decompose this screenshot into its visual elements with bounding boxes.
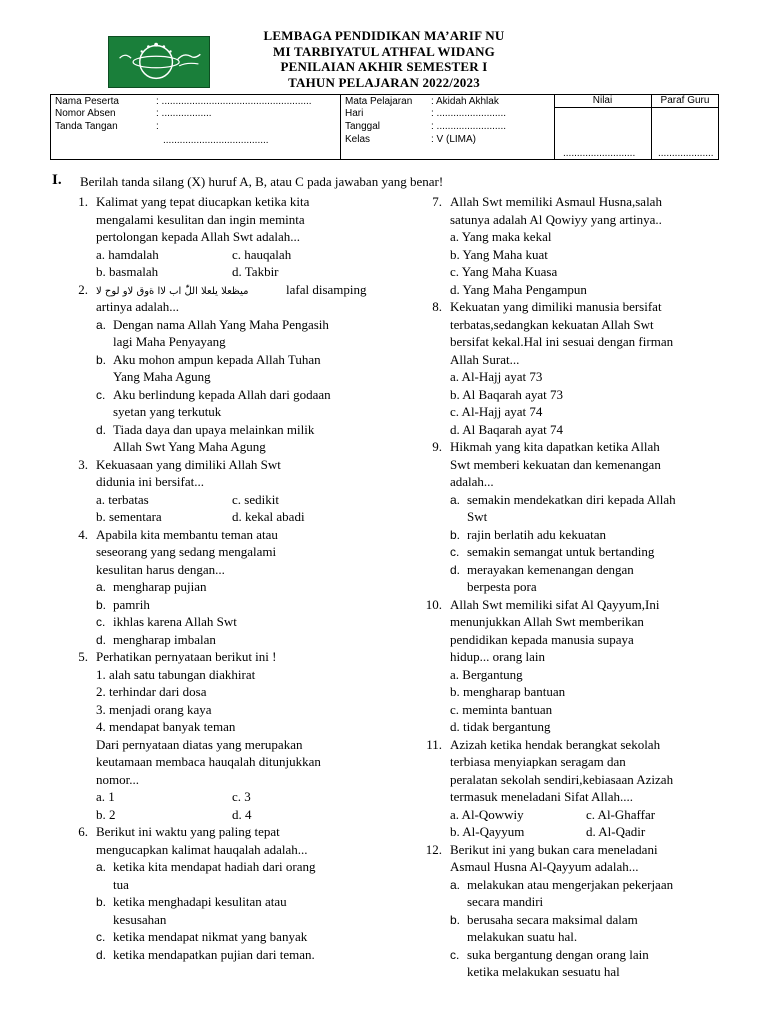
option-letter[interactable]: a.	[96, 580, 107, 594]
question-number: 7.	[432, 194, 442, 209]
label-mapel: Mata Pelajaran	[345, 96, 413, 107]
question-text: Swt memberi kekuatan dan kemenangan	[450, 456, 661, 472]
question-text: lafal disamping	[286, 281, 367, 297]
option-text: c. Al-Ghaffar	[586, 806, 656, 822]
question-text: d. Al Baqarah ayat 74	[450, 421, 563, 437]
field-tanggal[interactable]: : .........................	[431, 121, 507, 132]
question-number: 3.	[78, 456, 88, 472]
question-text: a. Yang maka kekal	[450, 229, 552, 244]
option-letter[interactable]: d.	[96, 947, 107, 962]
question-text: Apabila kita membantu teman atau	[96, 526, 278, 542]
question-text: d. tidak bergantung	[450, 719, 551, 734]
field-hari[interactable]: : .........................	[431, 108, 507, 119]
field-kelas: : V (LIMA)	[431, 134, 477, 145]
option-text: Aku mohon ampun kepada Allah Tuhan	[113, 351, 321, 367]
option-letter[interactable]: b.	[450, 527, 461, 542]
question-text: c. meminta bantuan	[450, 701, 553, 717]
label-paraf: Paraf Guru	[660, 95, 710, 106]
field-mapel: : Akidah Akhlak	[431, 96, 499, 107]
header-year: TAHUN PELAJARAN 2022/2023	[288, 74, 480, 90]
question-text: Berikut ini yang bukan cara meneladani	[450, 841, 658, 857]
student-info-table	[50, 94, 719, 160]
question-text: artinya adalah...	[96, 299, 180, 314]
ttd-line[interactable]: ......................................	[163, 135, 269, 146]
option-text: Yang Maha Agung	[113, 369, 211, 384]
option-text: berusaha secara maksimal dalam	[467, 911, 638, 927]
field-ttd: :	[156, 121, 159, 132]
label-tanggal: Tanggal	[345, 121, 381, 132]
field-nama[interactable]: : ......................................................	[156, 96, 312, 107]
question-text: Hikmah yang kita dapatkan ketika Allah	[450, 439, 660, 454]
question-text: mengucapkan kalimat hauqalah adalah...	[96, 841, 308, 857]
question-text: Kalimat yang tepat diucapkan ketika kita	[96, 194, 310, 209]
option-text: ketika mendapatkan pujian dari teman.	[113, 946, 315, 962]
question-text: c. Yang Maha Kuasa	[450, 264, 558, 279]
option-text: d. kekal abadi	[232, 509, 305, 524]
option-text: mengharap imbalan	[113, 631, 216, 647]
header-school: MI TARBIYATUL ATHFAL WIDANG	[273, 43, 495, 59]
question-text: terbiasa menyiapkan seragam dan	[450, 754, 626, 769]
option-letter[interactable]: b.	[96, 352, 107, 367]
option-letter[interactable]: d.	[450, 562, 461, 577]
question-text: a. Al-Hajj ayat 73	[450, 369, 543, 384]
option-text: syetan yang terkutuk	[113, 404, 222, 419]
option-letter[interactable]: a.	[450, 492, 461, 507]
question-text: Azizah ketika hendak berangkat sekolah	[450, 736, 661, 752]
question-text: Allah Swt memiliki sifat Al Qayyum,Ini	[450, 596, 660, 612]
option-text: d. Al-Qadir	[586, 824, 646, 839]
option-text: ketika kita mendapat hadiah dari orang	[113, 859, 316, 874]
question-text: a. Al-Qowwiy	[450, 806, 524, 822]
option-letter[interactable]: b.	[96, 597, 107, 612]
label-nama: Nama Peserta	[55, 96, 119, 107]
option-letter[interactable]: b.	[96, 895, 107, 909]
question-text: a. hamdalah	[96, 246, 159, 262]
question-text: 4. mendapat banyak teman	[96, 719, 236, 734]
option-text: suka bergantung dengan orang lain	[467, 946, 649, 962]
question-text: 2. terhindar dari dosa	[96, 684, 207, 699]
nu-logo	[108, 36, 210, 88]
question-text: terbatas,sedangkan kekuatan Allah Swt	[450, 316, 654, 332]
question-text: 3. menjadi orang kaya	[96, 701, 212, 717]
option-text: kesusahan	[113, 911, 167, 927]
option-letter[interactable]: b.	[450, 912, 461, 927]
option-text: ikhlas karena Allah Swt	[113, 614, 237, 629]
question-text: Kekuatan yang dimiliki manusia bersifat	[450, 299, 662, 314]
option-text: c. 3	[232, 789, 251, 804]
question-text: kesulitan harus dengan...	[96, 561, 225, 577]
school-header	[210, 28, 558, 90]
question-text: Perhatikan pernyataan berikut ini !	[96, 649, 277, 664]
option-text: Dengan nama Allah Yang Maha Pengasih	[113, 316, 329, 332]
nilai-line[interactable]: ..........................	[563, 148, 636, 159]
question-text: a. terbatas	[96, 491, 149, 507]
question-number: 8.	[432, 299, 442, 314]
option-text: semakin mendekatkan diri kepada Allah	[467, 491, 676, 507]
question-text: mengalami kesulitan dan ingin meminta	[96, 211, 305, 227]
question-text: Allah Surat...	[450, 351, 520, 367]
question-text: didunia ini bersifat...	[96, 474, 204, 489]
question-text: Berikut ini waktu yang paling tepat	[96, 824, 280, 839]
option-text: lagi Maha Penyayang	[113, 334, 226, 349]
option-text: ketika menghadapi kesulitan atau	[113, 894, 287, 909]
question-text: a. Bergantung	[450, 666, 523, 682]
question-text: peralatan sekolah sendiri,kebiasaan Azizah	[450, 771, 674, 787]
label-hari: Hari	[345, 108, 364, 119]
question-number: 9.	[432, 439, 442, 454]
question-text: b. basmalah	[96, 264, 159, 279]
option-text: tua	[113, 876, 129, 892]
question-text: d. Yang Maha Pengampun	[450, 281, 587, 297]
question-text: b. Al-Qayyum	[450, 824, 525, 839]
option-letter[interactable]: a.	[450, 877, 461, 892]
option-letter[interactable]: c.	[450, 545, 460, 559]
question-number: 11.	[426, 736, 442, 752]
question-number: 6.	[78, 824, 88, 839]
option-letter[interactable]: c.	[96, 387, 106, 402]
question-text: Dari pernyataan diatas yang merupakan	[96, 736, 303, 752]
option-text: Aku berlindung kepada Allah dari godaan	[113, 386, 331, 402]
option-text: mengharap pujian	[113, 579, 207, 594]
question-number: 10.	[425, 596, 442, 612]
section-numeral: I.	[52, 172, 62, 188]
option-text: ketika melakukan sesuatu hal	[467, 964, 620, 979]
question-number: 4.	[78, 526, 88, 542]
header-institution: LEMBAGA PENDIDIKAN MA’ARIF NU	[263, 28, 505, 43]
question-text: hidup... orang lain	[450, 649, 545, 664]
question-text: b. Al Baqarah ayat 73	[450, 386, 563, 402]
question-text: pertolongan kepada Allah Swt adalah...	[96, 229, 300, 244]
option-text: merayakan kemenangan dengan	[467, 561, 634, 577]
question-text: a. 1	[96, 789, 115, 804]
option-text: d. 4	[232, 806, 252, 822]
option-text: rajin berlatih adu kekuatan	[467, 526, 606, 542]
question-text: menunjukkan Allah Swt memberikan	[450, 614, 644, 629]
section-instruction: Berilah tanda silang (X) huruf A, B, atau C pada jawaban yang benar!	[80, 174, 444, 189]
question-text: seseorang yang sedang mengalami	[96, 544, 277, 559]
paraf-line[interactable]: ....................	[658, 148, 714, 159]
option-text: Swt	[467, 509, 488, 524]
option-text: ketika mendapat nikmat yang banyak	[113, 929, 308, 944]
question-number: 5.	[78, 649, 88, 664]
question-text: bersifat kekal.Hal ini sesuai dengan firman	[450, 334, 674, 349]
option-text: d. Takbir	[232, 264, 279, 279]
option-letter[interactable]: c.	[96, 615, 106, 629]
option-text: c. sedikit	[232, 491, 279, 507]
question-text: termasuk meneladani Sifat Allah....	[450, 789, 634, 804]
option-text: Allah Swt Yang Maha Agung	[113, 439, 266, 454]
question-text: b. 2	[96, 806, 116, 822]
question-text: nomor...	[96, 771, 139, 787]
question-text: satunya adalah Al Qowiyy yang artinya..	[450, 211, 662, 227]
question-text: pendidikan kepada manusia supaya	[450, 631, 634, 647]
arabic-phrase: ميظعلا يلعلا اللّٰ اب لاا ةوق لاو لوح لا	[96, 285, 249, 297]
question-text: adalah...	[450, 474, 494, 489]
option-text: pamrih	[113, 596, 150, 612]
option-letter[interactable]: a.	[96, 317, 107, 332]
label-kelas: Kelas	[345, 134, 371, 145]
label-ttd: Tanda Tangan	[55, 121, 118, 132]
option-text: melakukan atau mengerjakan pekerjaan	[467, 876, 674, 892]
question-number: 2.	[78, 281, 88, 297]
label-absen: Nomor Absen	[55, 108, 116, 119]
option-letter[interactable]: a.	[96, 860, 107, 874]
question-text: b. mengharap bantuan	[450, 684, 566, 699]
question-text: keutamaan membaca hauqalah ditunjukkan	[96, 754, 321, 769]
option-text: melakukan suatu hal.	[467, 929, 578, 944]
question-text: 1. alah satu tabungan diakhirat	[96, 666, 256, 682]
question-text: b. sementara	[96, 509, 162, 524]
question-text: b. Yang Maha kuat	[450, 246, 548, 262]
option-letter[interactable]: d.	[96, 422, 107, 437]
question-text: c. Al-Hajj ayat 74	[450, 404, 543, 419]
question-text: Allah Swt memiliki Asmaul Husna,salah	[450, 194, 662, 209]
question-number: 1.	[78, 194, 88, 209]
option-letter[interactable]: d.	[96, 632, 107, 647]
option-text: c. hauqalah	[232, 246, 292, 262]
option-letter[interactable]: c.	[450, 947, 460, 962]
option-text: secara mandiri	[467, 894, 544, 909]
field-absen[interactable]: : ..................	[156, 108, 212, 119]
question-text: Asmaul Husna Al-Qayyum adalah...	[450, 859, 639, 874]
label-nilai: Nilai	[592, 95, 613, 106]
option-letter[interactable]: c.	[96, 930, 106, 944]
option-text: Tiada daya dan upaya melainkan milik	[113, 421, 315, 437]
option-text: berpesta pora	[467, 579, 537, 594]
question-number: 12.	[425, 841, 442, 857]
question-text: Kekuasaan yang dimiliki Allah Swt	[96, 456, 281, 472]
header-exam: PENILAIAN AKHIR SEMESTER I	[280, 59, 488, 74]
option-text: semakin semangat untuk bertanding	[467, 544, 655, 559]
